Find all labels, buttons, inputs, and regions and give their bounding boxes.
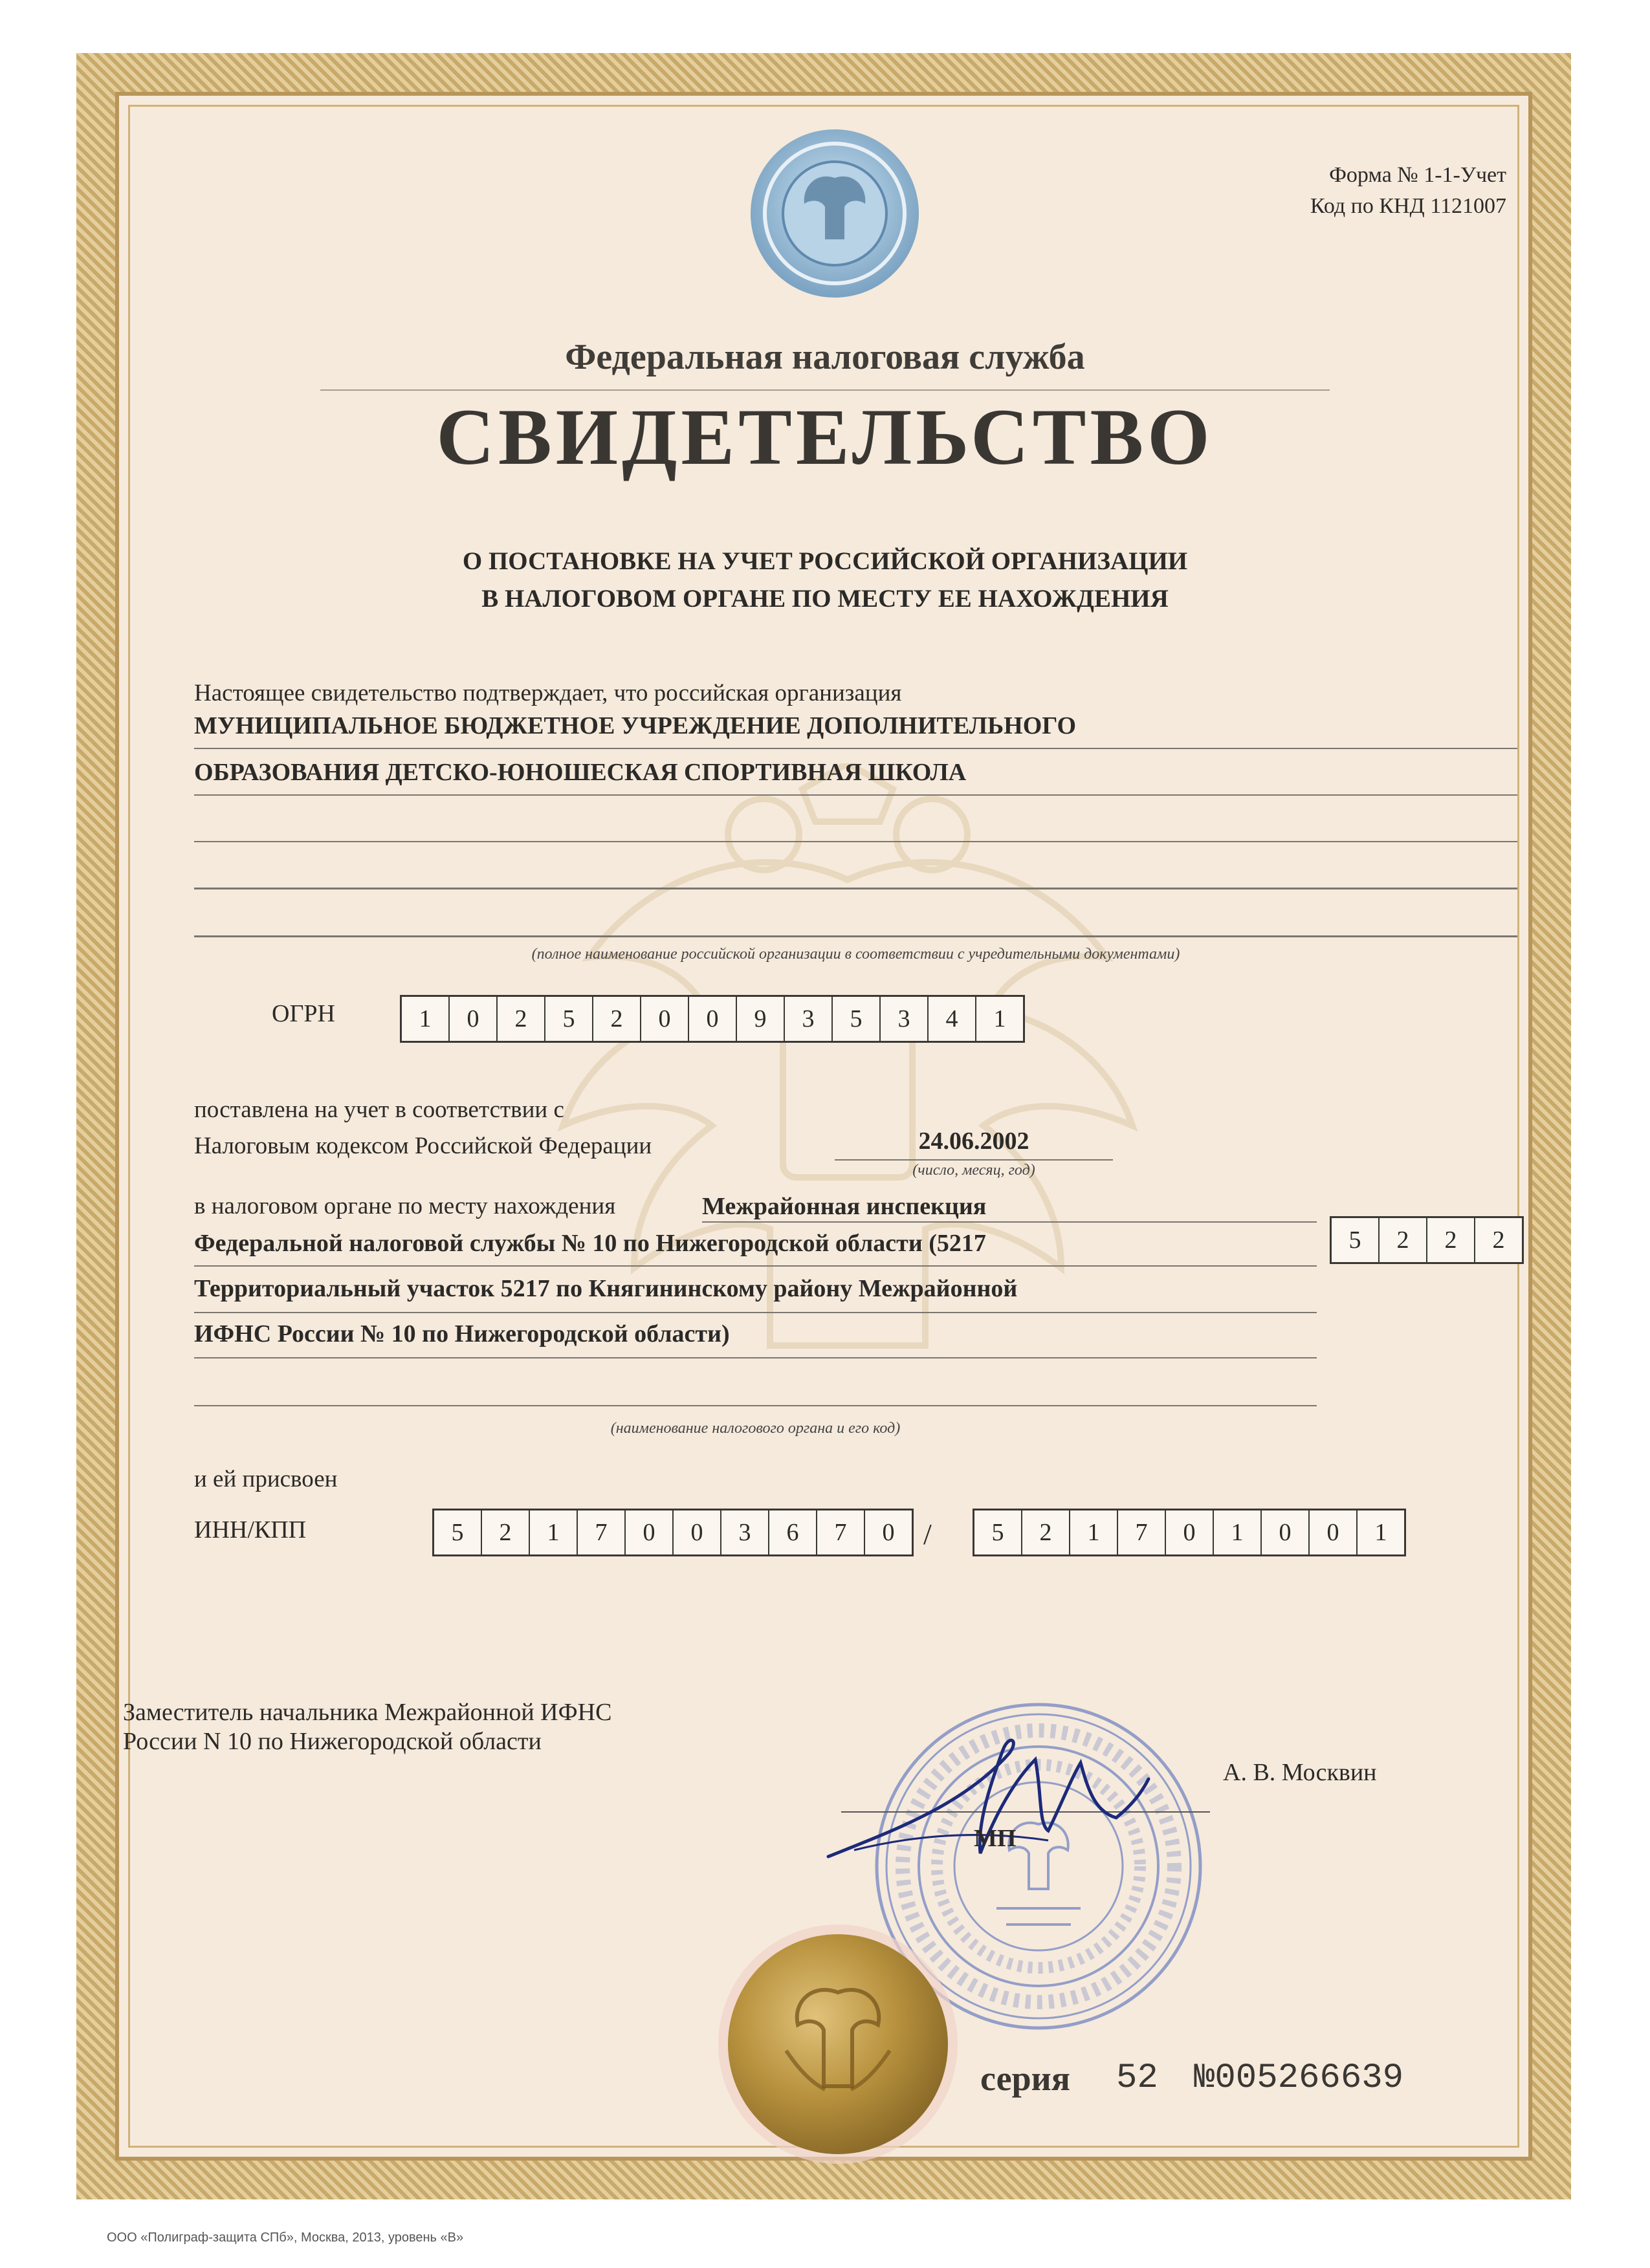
digit-cell: 1: [1214, 1510, 1262, 1554]
digit-cell: 9: [737, 997, 785, 1041]
header-divider: [320, 389, 1330, 391]
hologram-seal-icon: [747, 126, 922, 301]
signatory-name: А. В. Москвин: [1223, 1759, 1377, 1786]
digit-cell: 3: [785, 997, 833, 1041]
digit-cell: 2: [498, 997, 545, 1041]
digit-cell: 0: [1262, 1510, 1310, 1554]
digit-cell: 2: [1022, 1510, 1070, 1554]
digit-cell: 1: [530, 1510, 578, 1554]
form-number: Форма № 1-1-Учет: [1329, 163, 1506, 187]
registration-date: 24.06.2002: [918, 1128, 1029, 1155]
printer-credit: ООО «Полиграф-защита СПб», Москва, 2013, уровень «В»: [107, 2230, 464, 2245]
kpp-digit-boxes: [973, 1509, 1406, 1556]
inn-digit-boxes: [432, 1509, 914, 1556]
org-name-line-1: МУНИЦИПАЛЬНОЕ БЮДЖЕТНОЕ УЧРЕЖДЕНИЕ ДОПОЛНИТЕЛЬНОГО: [194, 712, 1077, 739]
tax-authority-line-4: ИФНС России № 10 по Нижегородской области): [194, 1320, 730, 1347]
date-caption: (число, месяц, год): [912, 1162, 1035, 1179]
tax-authority-line-3: Территориальный участок 5217 по Княгининскому району Межрайонной: [194, 1275, 1018, 1302]
digit-cell: 0: [1310, 1510, 1358, 1554]
inn-kpp-label: ИНН/КПП: [194, 1516, 307, 1543]
digit-cell: 7: [1118, 1510, 1166, 1554]
digit-cell: 0: [689, 997, 737, 1041]
ogrn-digit-boxes: [400, 995, 1025, 1043]
series-value: 52: [1116, 2058, 1158, 2098]
digit-cell: 5: [545, 997, 593, 1041]
digit-cell: 1: [1374, 1519, 1387, 1546]
tax-authority-intro: в налоговом органе по месту нахождения: [194, 1193, 616, 1219]
page-title: СВИДЕТЕЛЬСТВО: [436, 393, 1214, 481]
digit-cell: 5: [974, 1510, 1022, 1554]
digit-cell: 4: [929, 997, 976, 1041]
assigned-intro: и ей присвоен: [194, 1466, 338, 1492]
digit-cell: 0: [450, 997, 498, 1041]
digit-cell: 1: [1070, 1510, 1118, 1554]
signatory-position-line-1: Заместитель начальника Межрайонной ИФНС: [123, 1699, 612, 1726]
org-intro: Настоящее свидетельство подтверждает, что российская организация: [194, 680, 902, 706]
agency-name: Федеральная налоговая служба: [565, 337, 1085, 377]
org-line-4: [194, 888, 1517, 889]
subtitle-line-1: О ПОСТАНОВКЕ НА УЧЕТ РОССИЙСКОЙ ОРГАНИЗАЦИИ: [462, 547, 1188, 575]
digit-cell: 7: [578, 1510, 626, 1554]
inn-kpp-separator: /: [923, 1518, 932, 1551]
digit-cell: 7: [817, 1510, 865, 1554]
subtitle-line-2: В НАЛОГОВОМ ОРГАНЕ ПО МЕСТУ ЕЕ НАХОЖДЕНИЯ: [481, 585, 1169, 613]
signatory-position-line-2: России N 10 по Нижегородской области: [123, 1728, 542, 1755]
tax-line-3: [194, 1312, 1317, 1313]
tax-line-5: [194, 1405, 1317, 1406]
gold-seal-icon: [715, 1921, 961, 2167]
org-name-caption: (полное наименование российской организации в соответствии с учредительными документами): [531, 946, 1180, 963]
digit-cell: 5: [1332, 1218, 1380, 1262]
series-number: №005266639: [1194, 2058, 1404, 2098]
digit-cell: 5: [833, 997, 881, 1041]
digit-cell: 0: [1166, 1510, 1214, 1554]
org-name-line-2: ОБРАЗОВАНИЯ ДЕТСКО-ЮНОШЕСКАЯ СПОРТИВНАЯ ШКОЛА: [194, 759, 967, 786]
digit-cell: 1: [402, 997, 450, 1041]
registration-line-2: Налоговым кодексом Российской Федерации: [194, 1133, 652, 1159]
tax-line-1: [702, 1221, 1317, 1223]
digit-cell: 0: [882, 1519, 895, 1546]
digit-cell: 0: [641, 997, 689, 1041]
registration-line-1: поставлена на учет в соответствии с: [194, 1096, 564, 1123]
digit-cell: 1: [993, 1005, 1006, 1032]
digit-cell: 6: [769, 1510, 817, 1554]
digit-cell: 3: [721, 1510, 769, 1554]
org-line-2: [194, 794, 1517, 796]
tax-authority-caption: (наименование налогового органа и его код): [610, 1420, 901, 1437]
org-line-1: [194, 748, 1517, 749]
knd-code: Код по КНД 1121007: [1310, 194, 1506, 218]
tax-authority-code-boxes: [1330, 1216, 1524, 1264]
digit-cell: 0: [674, 1510, 721, 1554]
digit-cell: 2: [1427, 1218, 1475, 1262]
series-label: серия: [980, 2059, 1070, 2098]
digit-cell: 2: [1492, 1227, 1505, 1254]
org-line-3: [194, 841, 1517, 842]
digit-cell: 5: [434, 1510, 482, 1554]
handwritten-signature: [815, 1701, 1152, 1882]
ogrn-label: ОГРН: [272, 1000, 335, 1027]
digit-cell: 2: [593, 997, 641, 1041]
digit-cell: 3: [881, 997, 929, 1041]
tax-line-2: [194, 1265, 1317, 1267]
digit-cell: 2: [482, 1510, 530, 1554]
seal-label: МП: [974, 1825, 1017, 1852]
org-line-5: [194, 935, 1517, 937]
tax-line-4: [194, 1357, 1317, 1358]
date-underline: [835, 1159, 1113, 1161]
digit-cell: 0: [626, 1510, 674, 1554]
tax-authority-name-part-1: Межрайонная инспекция: [702, 1193, 987, 1220]
digit-cell: 2: [1380, 1218, 1427, 1262]
tax-authority-line-2: Федеральной налоговой службы № 10 по Нижегородской области (5217: [194, 1230, 986, 1257]
